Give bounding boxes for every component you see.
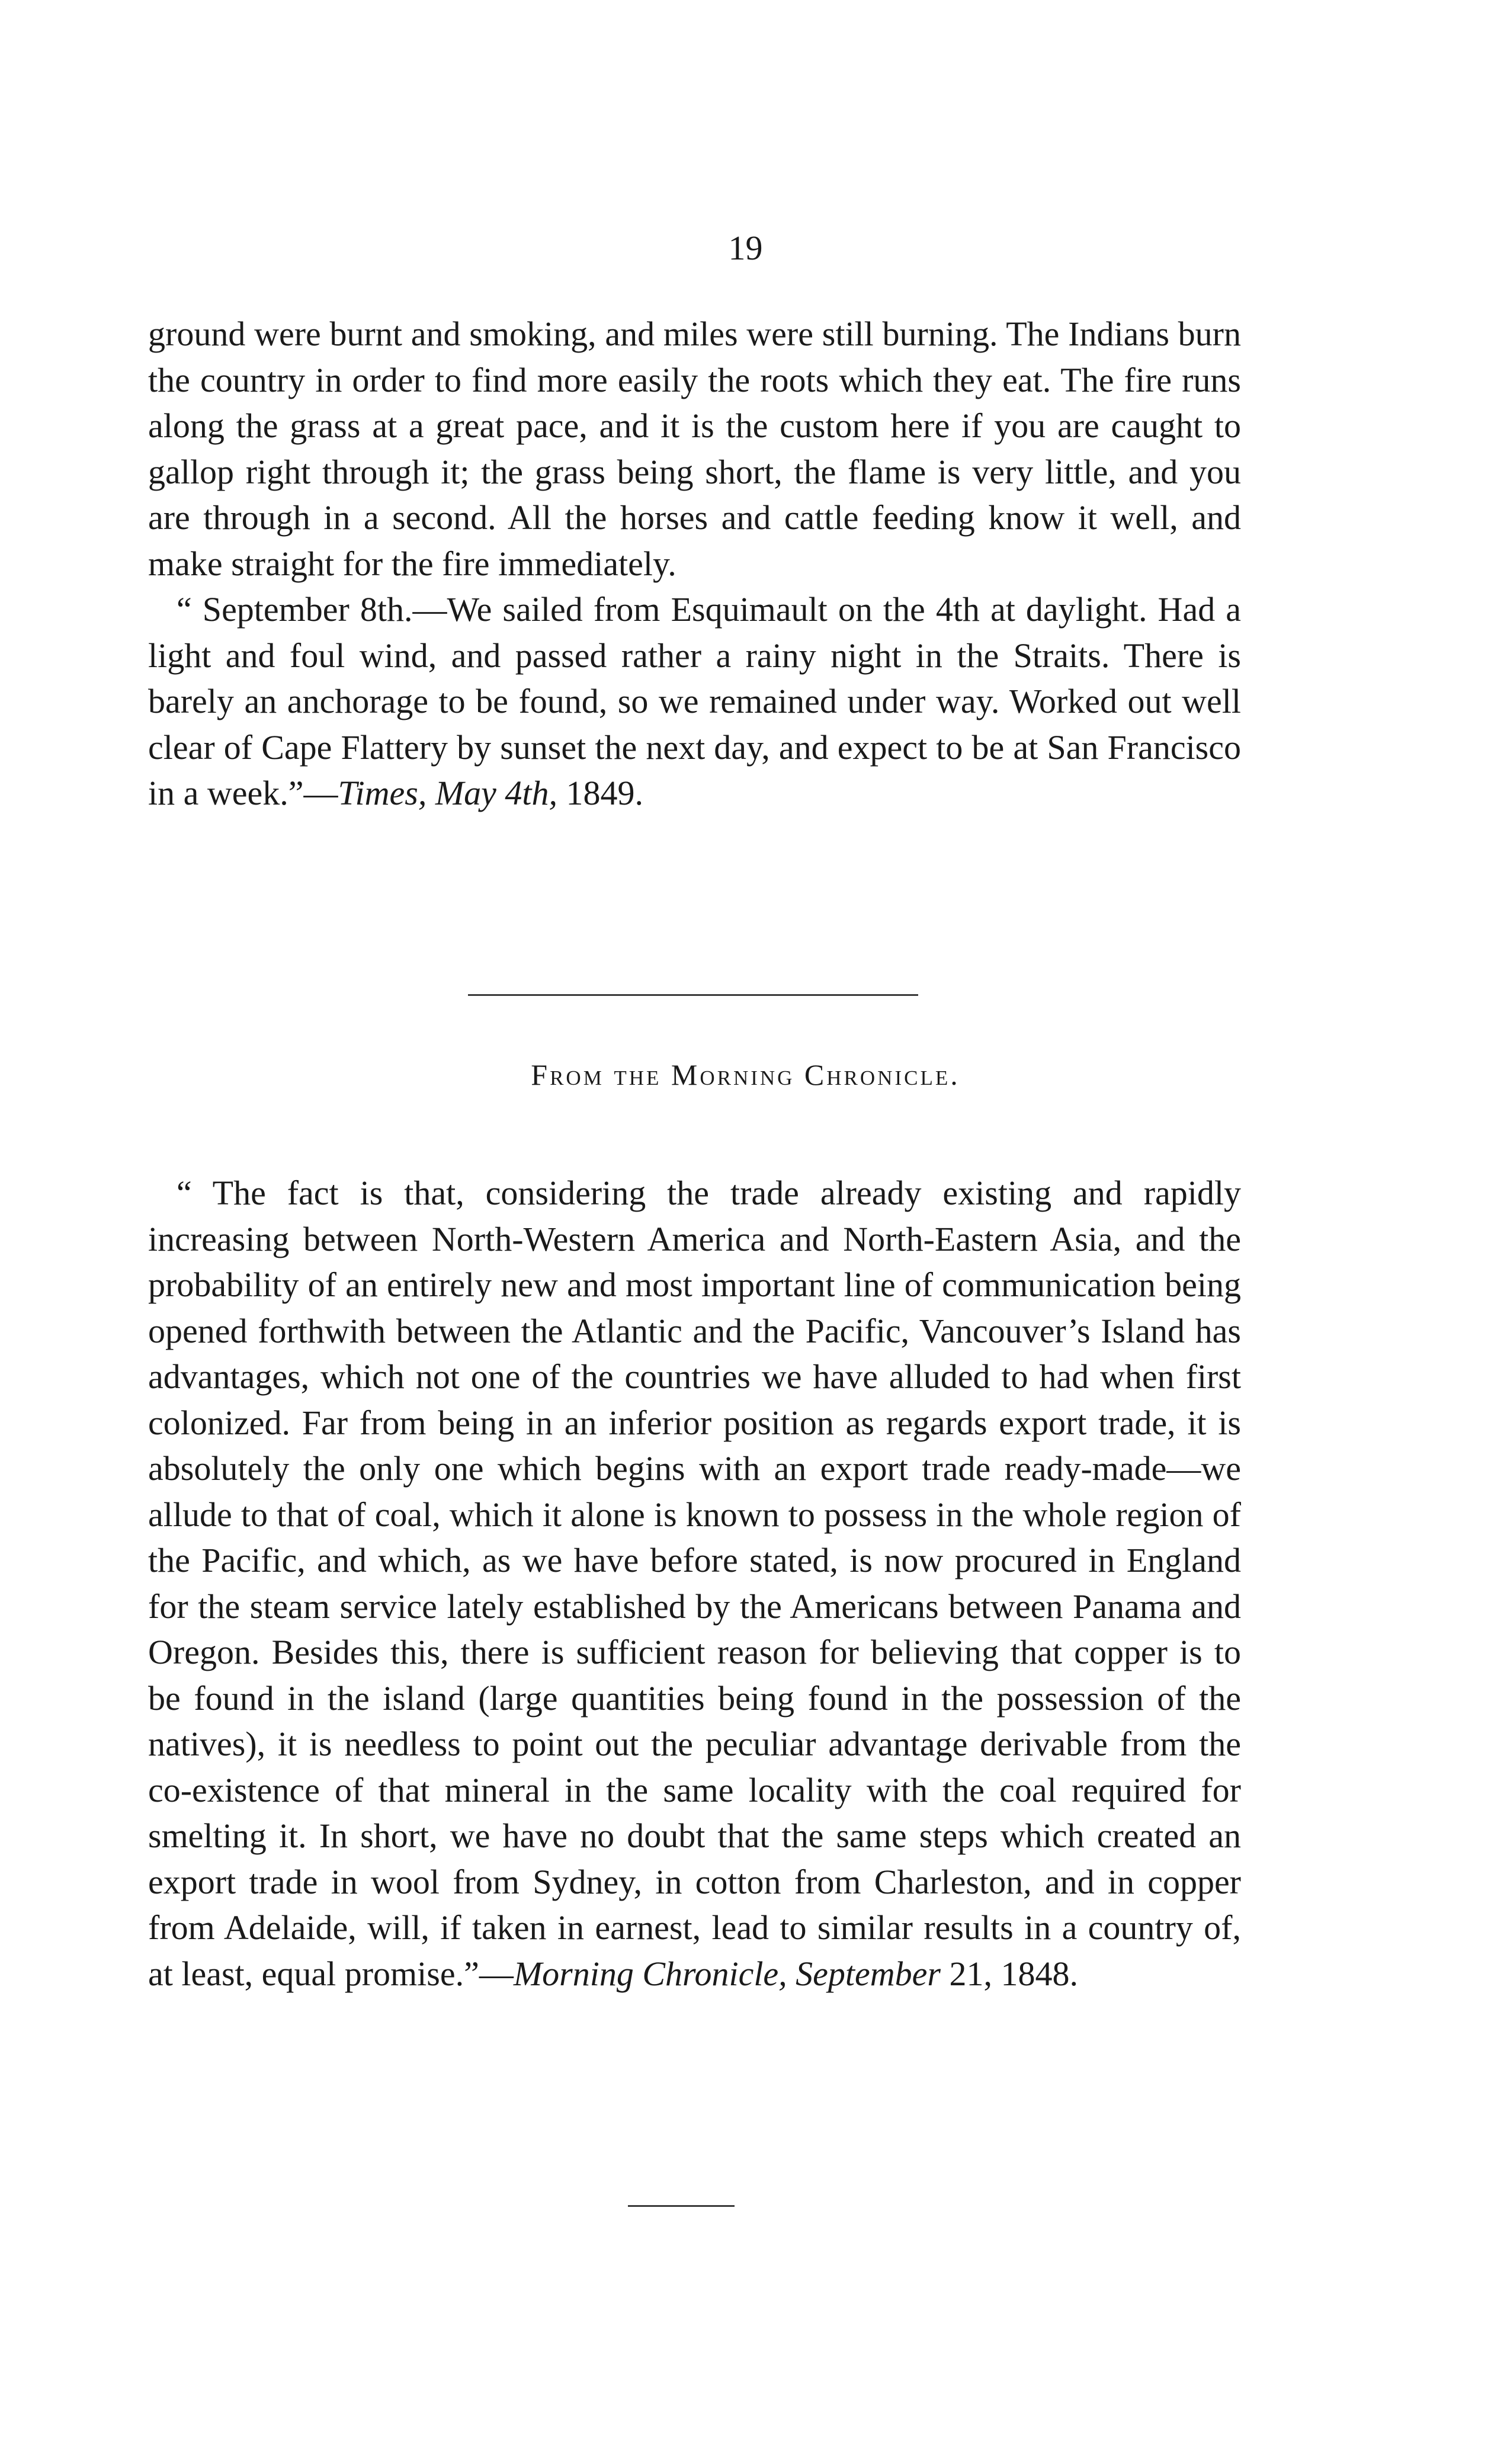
page-number: 19: [728, 229, 763, 267]
quoted-text: “ The fact is that, considering the trade already existing and rapidly increasing between North-Western America and North-Eastern Asia, and the probability of an entirely new and most important line of communication being opened forthwith between the Atlantic and the Pacific, Vancouver’s Island has advantages, which not one of the countries we have alluded to had when first colonized. Far from being in an inferior position as regards export trade, it is absolutely the only one which begins with an export trade ready-made—we allude to that of coal, which it alone is known to possess in the whole region of the Pacific, and which, as we have before stated, is now procured in England for the steam service lately established by the Americans between Panama and Oregon. Besides this, there is sufficient reason for believing that copper is to be found in the island (large quantities being found in the possession of the natives), it is needless to point out the peculiar advantage derivable from the co-existence of that mineral in the same locality with the coal required for smelting it. In short, we have no doubt that the same steps which created an export trade in wool from Sydney, in cotton from Charleston, and in copper from Adelaide, will, if taken in earnest, lead to similar results in a country of, at least, equal promise.”—: [148, 1174, 1241, 1993]
end-divider: [628, 2205, 735, 2207]
paragraph-with-citation: [148, 587, 1241, 816]
quoted-text: “ September 8th.—We sailed from Esquimault on the 4th at daylight. Had a light and foul wind, and passed rather a rainy night in the Straits. There is barely an anchorage to be found, so we remained under way. Worked out well clear of Cape Flattery by sunset the next day, and expect to be at San Francisco in a week.”—: [148, 590, 1241, 812]
section-divider: [468, 994, 918, 996]
citation-date: 21, 1848.: [940, 1954, 1078, 1993]
citation-source: Times, May 4th,: [338, 774, 558, 812]
paragraph: ground were burnt and smoking, and miles were still burning. The Indians burn the country in order to find more easily the roots which they eat. The fire runs along the grass at a great pace, and it is the custom here if you are caught to gallop right through it; the grass being short, the flame is very little, and you are through in a second. All the horses and cattle feeding know it well, and make straight for the fire immediately.: [148, 315, 1241, 583]
morning-chronicle-extract: [148, 1170, 1241, 1997]
paragraph-with-citation: [148, 1170, 1241, 1997]
citation-source: Morning Chronicle, September: [513, 1954, 941, 1993]
section-heading: From the Morning Chronicle.: [531, 1058, 960, 1091]
citation-year: 1849.: [557, 774, 644, 812]
article-continuation: [148, 311, 1241, 816]
